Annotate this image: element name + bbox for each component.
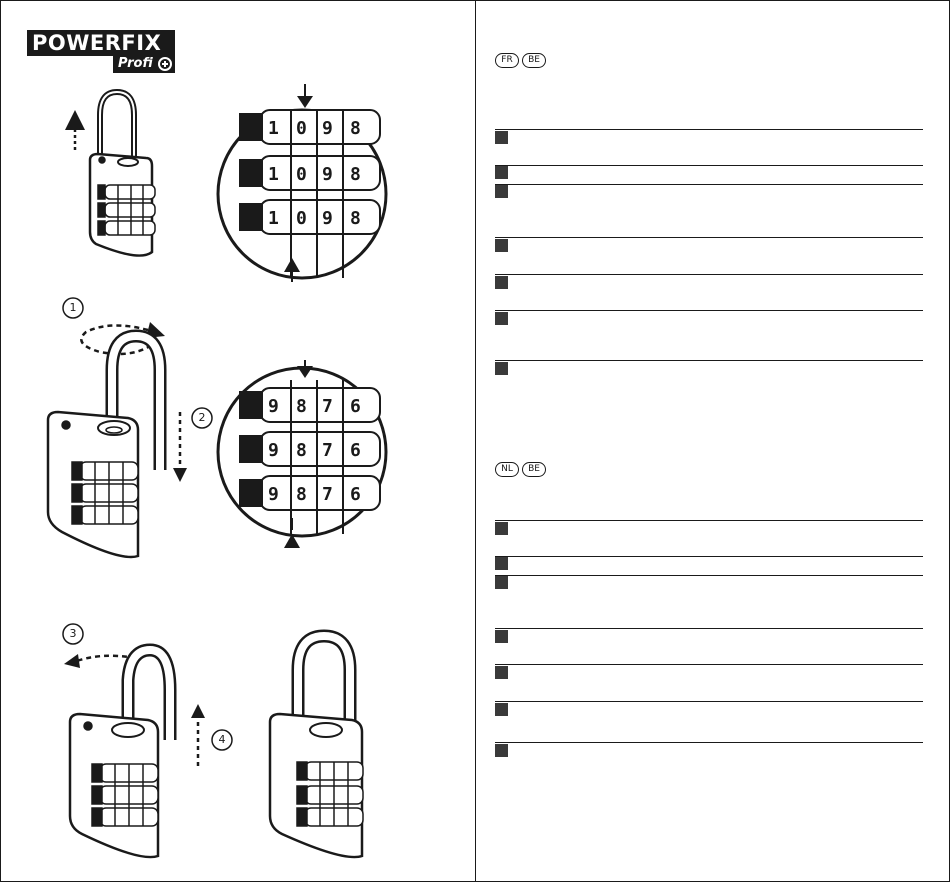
logo-wordmark: POWERFIX bbox=[27, 30, 175, 56]
dial-digit: 7 bbox=[322, 484, 333, 505]
logo-subbrand-text: Profi bbox=[118, 56, 153, 71]
country-badge: BE bbox=[522, 53, 546, 68]
dial-digit: 0 bbox=[296, 164, 307, 185]
dial-digit: 8 bbox=[296, 484, 307, 505]
bullet-square bbox=[495, 703, 508, 716]
section-rule bbox=[495, 165, 923, 166]
dial-digit: 8 bbox=[296, 396, 307, 417]
bullet-square bbox=[495, 276, 508, 289]
section-rule bbox=[495, 701, 923, 702]
section-rule bbox=[495, 184, 923, 185]
dial-digit: 9 bbox=[268, 396, 279, 417]
dial-digit: 8 bbox=[350, 118, 361, 139]
country-badge: BE bbox=[522, 462, 546, 477]
dial-digit: 1 bbox=[268, 208, 279, 229]
bullet-square bbox=[495, 166, 508, 179]
section-rule bbox=[495, 237, 923, 238]
dial-digit: 1 bbox=[268, 164, 279, 185]
section-rule bbox=[495, 556, 923, 557]
step-number: 2 bbox=[198, 411, 206, 424]
dial-digit: 9 bbox=[322, 118, 333, 139]
dial-digit: 0 bbox=[296, 208, 307, 229]
dial-digit: 1 bbox=[268, 118, 279, 139]
dial-digit: 7 bbox=[322, 396, 333, 417]
country-badge: FR bbox=[495, 53, 519, 68]
bullet-square bbox=[495, 522, 508, 535]
country-badge: NL bbox=[495, 462, 519, 477]
bullet-square bbox=[495, 239, 508, 252]
dial-digit: 9 bbox=[268, 440, 279, 461]
step-number: 1 bbox=[69, 301, 77, 314]
dial-digit: 7 bbox=[322, 440, 333, 461]
section-rule bbox=[495, 520, 923, 521]
bullet-square bbox=[495, 630, 508, 643]
fig1-dial-zoom bbox=[218, 84, 386, 282]
dial-digit: 9 bbox=[322, 164, 333, 185]
fig1-padlock bbox=[90, 92, 155, 256]
bullet-square bbox=[495, 666, 508, 679]
dial-digit: 9 bbox=[322, 208, 333, 229]
section-rule bbox=[495, 742, 923, 743]
bullet-square bbox=[495, 576, 508, 589]
bullet-square bbox=[495, 557, 508, 570]
fig4-padlock-closed bbox=[270, 636, 363, 857]
dial-digit: 6 bbox=[350, 396, 361, 417]
section-rule bbox=[495, 664, 923, 665]
step-number: 4 bbox=[218, 733, 226, 746]
country-badges-fr-be bbox=[495, 53, 546, 68]
bullet-square bbox=[495, 312, 508, 325]
dial-digit: 6 bbox=[350, 484, 361, 505]
bullet-square bbox=[495, 362, 508, 375]
step-number: 3 bbox=[69, 627, 77, 640]
fig2-padlock bbox=[48, 336, 160, 557]
column-divider bbox=[475, 0, 476, 882]
fig2-dial-zoom bbox=[218, 360, 386, 548]
section-rule bbox=[495, 360, 923, 361]
fig3-padlock-closing bbox=[70, 650, 170, 857]
dial-digit: 8 bbox=[296, 440, 307, 461]
bullet-square bbox=[495, 744, 508, 757]
dial-digit: 9 bbox=[268, 484, 279, 505]
bullet-square bbox=[495, 131, 508, 144]
section-rule bbox=[495, 129, 923, 130]
section-rule bbox=[495, 575, 923, 576]
section-rule bbox=[495, 310, 923, 311]
bullet-square bbox=[495, 185, 508, 198]
dial-digit: 8 bbox=[350, 208, 361, 229]
dial-digit: 6 bbox=[350, 440, 361, 461]
section-rule bbox=[495, 274, 923, 275]
dial-digit: 8 bbox=[350, 164, 361, 185]
country-badges-nl-be bbox=[495, 462, 546, 477]
section-rule bbox=[495, 628, 923, 629]
dial-digit: 0 bbox=[296, 118, 307, 139]
